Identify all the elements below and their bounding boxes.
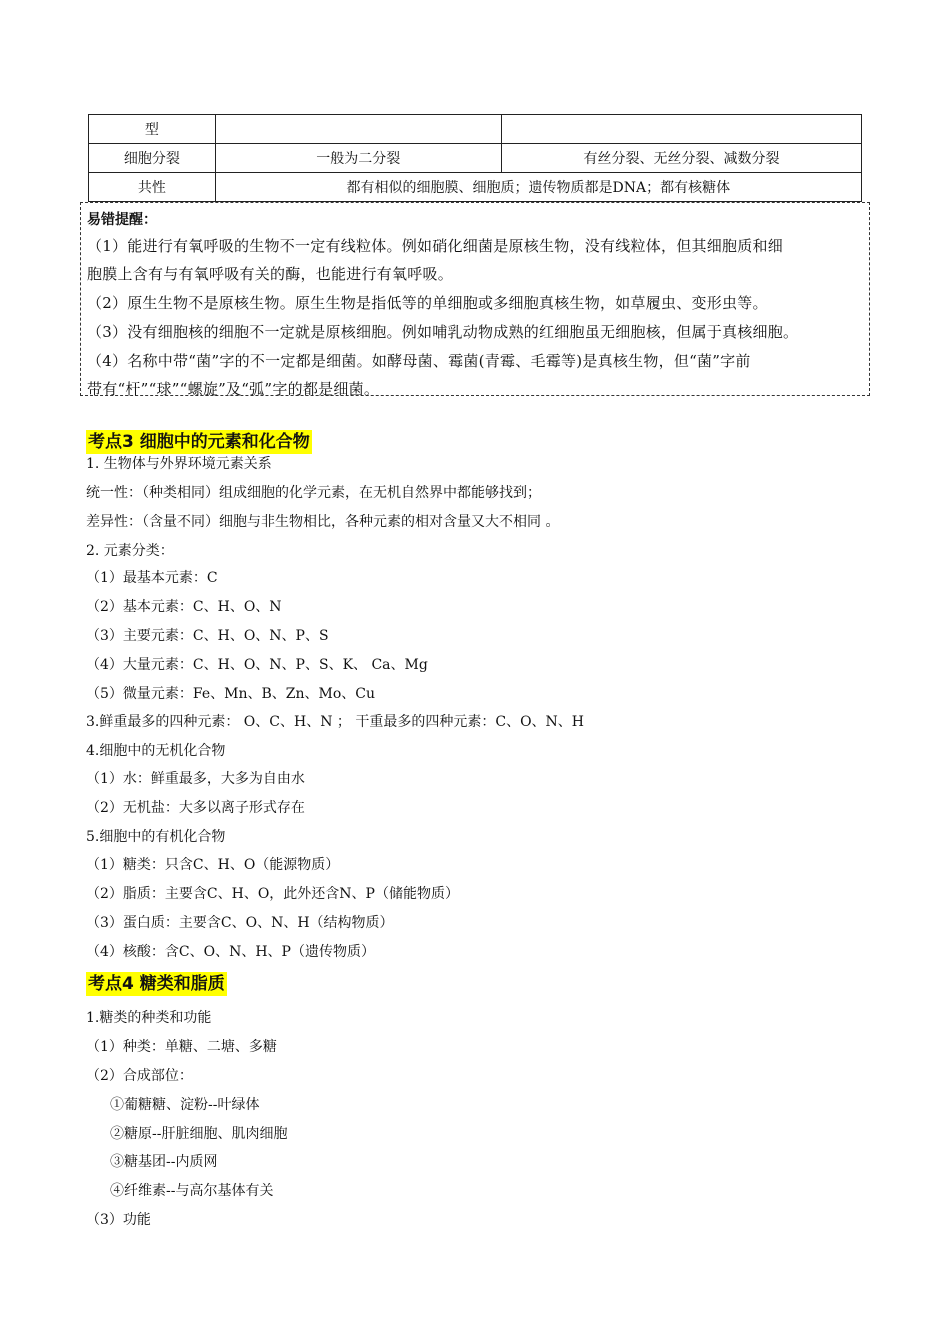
- text-line: ①葡糖糖、淀粉--叶绿体: [110, 1097, 260, 1113]
- section-heading: 考点4 糖类和脂质: [88, 974, 225, 994]
- table-row: [89, 115, 862, 144]
- text-line: 差异性：（含量不同）细胞与非生物相比，各种元素的相对含量又大不相同 。: [86, 514, 560, 530]
- text-line: 4.细胞中的无机化合物: [86, 743, 226, 759]
- table-cell: 细胞分裂: [89, 144, 216, 173]
- table-row: [89, 173, 862, 202]
- table-cell: 一般为二分裂: [215, 144, 501, 173]
- warning-line: （4）名称中带“菌”字的不一定都是细菌。如酵母菌、霉菌(青霉、毛霉等)是真核生物，但“菌”字前: [87, 352, 751, 370]
- text-line: （5）微量元素：Fe、Mn、B、Zn、Mo、Cu: [86, 686, 376, 702]
- text-line: （4）大量元素：C、H、O、N、P、S、K、 Ca、Mg: [86, 657, 428, 673]
- text-line: （1）种类：单糖、二塘、多糖: [86, 1039, 277, 1055]
- warning-line: 带有“杆”“球”“螺旋”及“弧”字的都是细菌。: [87, 380, 380, 398]
- text-line: ③糖基团--内质网: [110, 1154, 218, 1170]
- text-line: ④纤维素--与高尔基体有关: [110, 1183, 274, 1199]
- text-line: 3.鲜重最多的四种元素： O、C、H、N ； 干重最多的四种元素：C、O、N、H: [86, 714, 585, 730]
- text-line: （3）蛋白质：主要含C、O、N、H（结构物质）: [86, 915, 394, 931]
- table-cell: 型: [89, 115, 216, 144]
- text-line: 统一性：（种类相同）组成细胞的化学元素，在无机自然界中都能够找到；: [86, 485, 541, 501]
- text-line: （2）基本元素：C、H、O、N: [86, 599, 282, 615]
- warning-title: 易错提醒：: [87, 212, 157, 228]
- text-line: 1.糖类的种类和功能: [86, 1010, 212, 1026]
- text-line: （2）合成部位：: [86, 1068, 193, 1084]
- warning-line: （2）原生生物不是原核生物。原生生物是指低等的单细胞或多细胞真核生物，如草履虫、变形虫等。: [87, 294, 768, 312]
- text-line: 5.细胞中的有机化合物: [86, 829, 226, 845]
- text-line: （2）无机盐：大多以离子形式存在: [86, 800, 305, 816]
- text-line: ②糖原--肝脏细胞、肌肉细胞: [110, 1126, 288, 1142]
- text-line: （1）糖类：只含C、H、O（能源物质）: [86, 857, 340, 873]
- text-line: （1）水：鲜重最多，大多为自由水: [86, 771, 305, 787]
- text-line: （3）主要元素：C、H、O、N、P、S: [86, 628, 329, 644]
- comparison-table: [88, 114, 862, 202]
- text-line: （2）脂质：主要含C、H、O，此外还含N、P（储能物质）: [86, 886, 459, 902]
- warning-line: 胞膜上含有与有氧呼吸有关的酶，也能进行有氧呼吸。: [87, 265, 454, 283]
- section-heading: 考点3 细胞中的元素和化合物: [88, 432, 310, 452]
- table-cell: [215, 115, 501, 144]
- text-line: 2. 元素分类：: [86, 543, 174, 559]
- table-cell-common-label: 共性: [89, 173, 216, 202]
- table-cell: [501, 115, 861, 144]
- warning-line: （3）没有细胞核的细胞不一定就是原核细胞。例如哺乳动物成熟的红细胞虽无细胞核，但属于真核细胞。: [87, 323, 799, 341]
- table-row: [89, 144, 862, 173]
- text-line: （4）核酸：含C、O、N、H、P（遗传物质）: [86, 944, 375, 960]
- warning-line: （1）能进行有氧呼吸的生物不一定有线粒体。例如硝化细菌是原核生物，没有线粒体，但其细胞质和细: [87, 237, 784, 255]
- table-cell-common-value: 都有相似的细胞膜、细胞质；遗传物质都是DNA；都有核糖体: [215, 173, 861, 202]
- text-line: （1）最基本元素：C: [86, 570, 218, 586]
- table-cell: 有丝分裂、无丝分裂、减数分裂: [501, 144, 861, 173]
- text-line: （3）功能: [86, 1212, 151, 1228]
- text-line: 1. 生物体与外界环境元素关系: [86, 456, 272, 472]
- warning-box: [80, 202, 870, 396]
